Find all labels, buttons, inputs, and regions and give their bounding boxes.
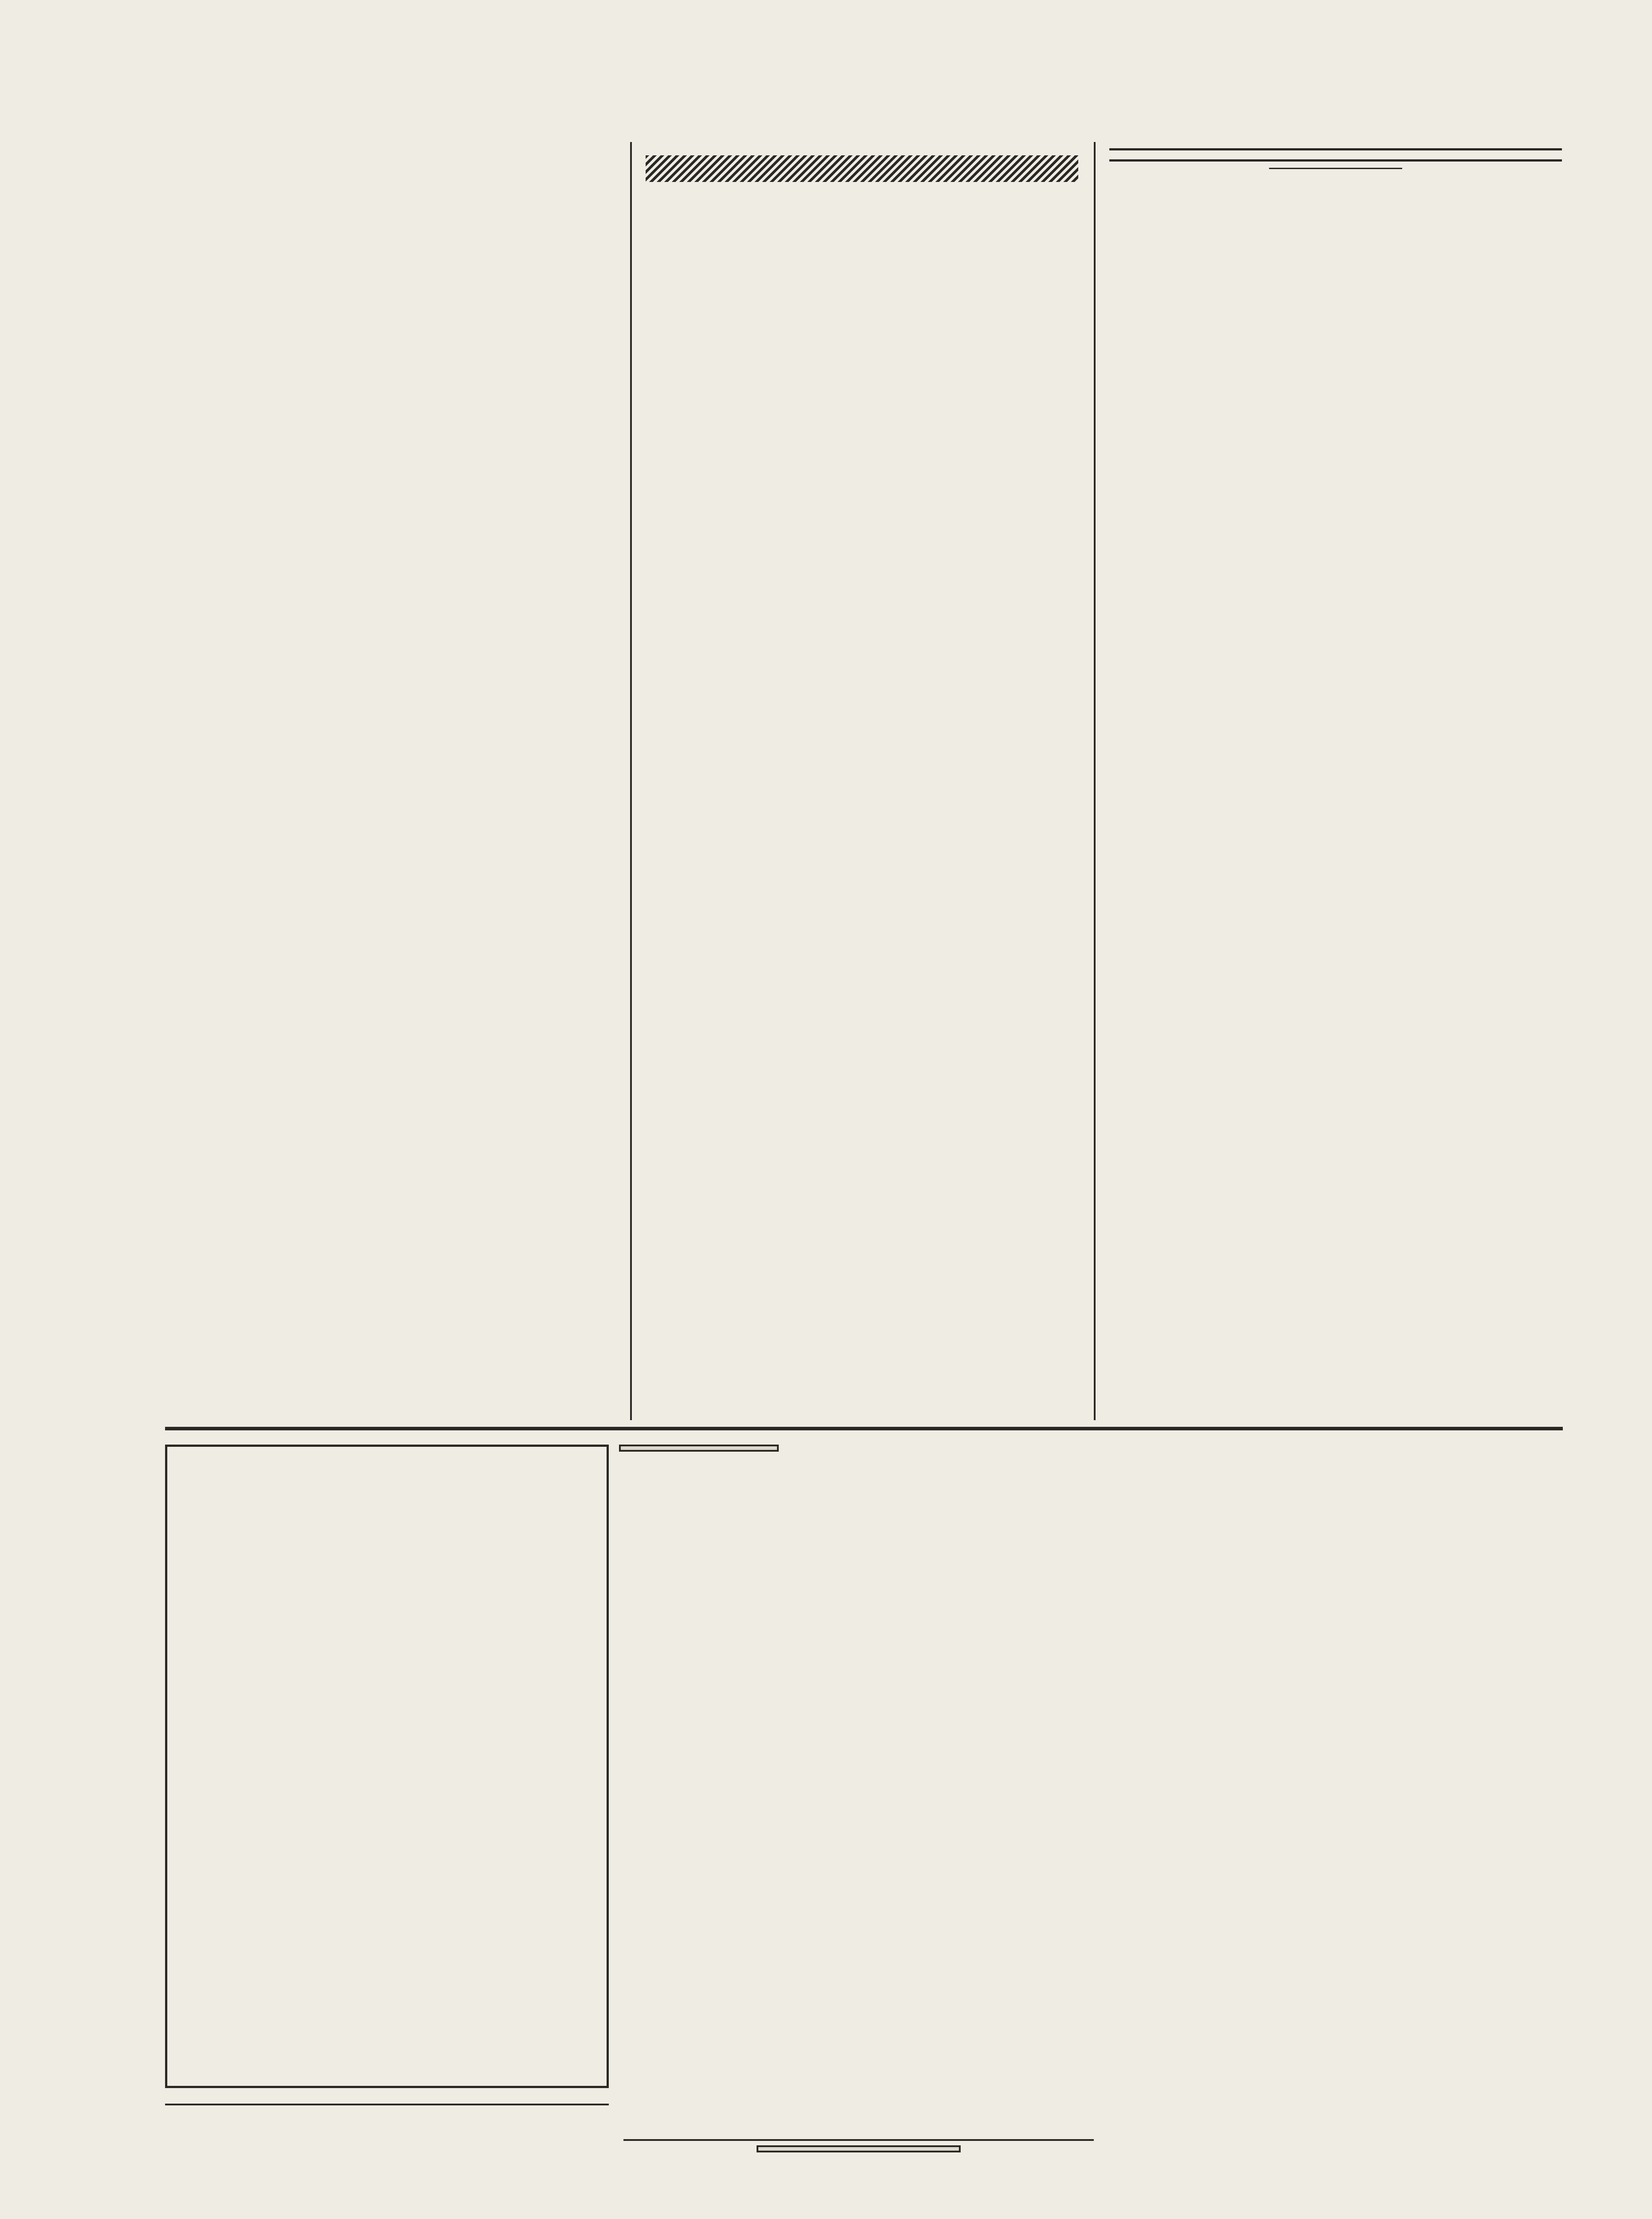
section-title [1269, 168, 1402, 169]
classified-column-a [619, 1445, 779, 2132]
letters-section-header [1109, 148, 1562, 162]
loan-heading [757, 2145, 961, 2152]
article-column-2 [646, 142, 1078, 1429]
loan-ad [623, 2139, 1094, 2219]
auction-ad [165, 1445, 609, 2088]
ads-separator [165, 1427, 1563, 1430]
column-rule [630, 142, 632, 1420]
classified-heading [619, 1445, 779, 1452]
decorative-band [646, 155, 1078, 182]
column-rule [1094, 142, 1096, 1420]
blind-association-ad [165, 2104, 609, 2219]
article-column-1 [165, 142, 615, 1429]
article-column-3 [1109, 142, 1562, 1429]
